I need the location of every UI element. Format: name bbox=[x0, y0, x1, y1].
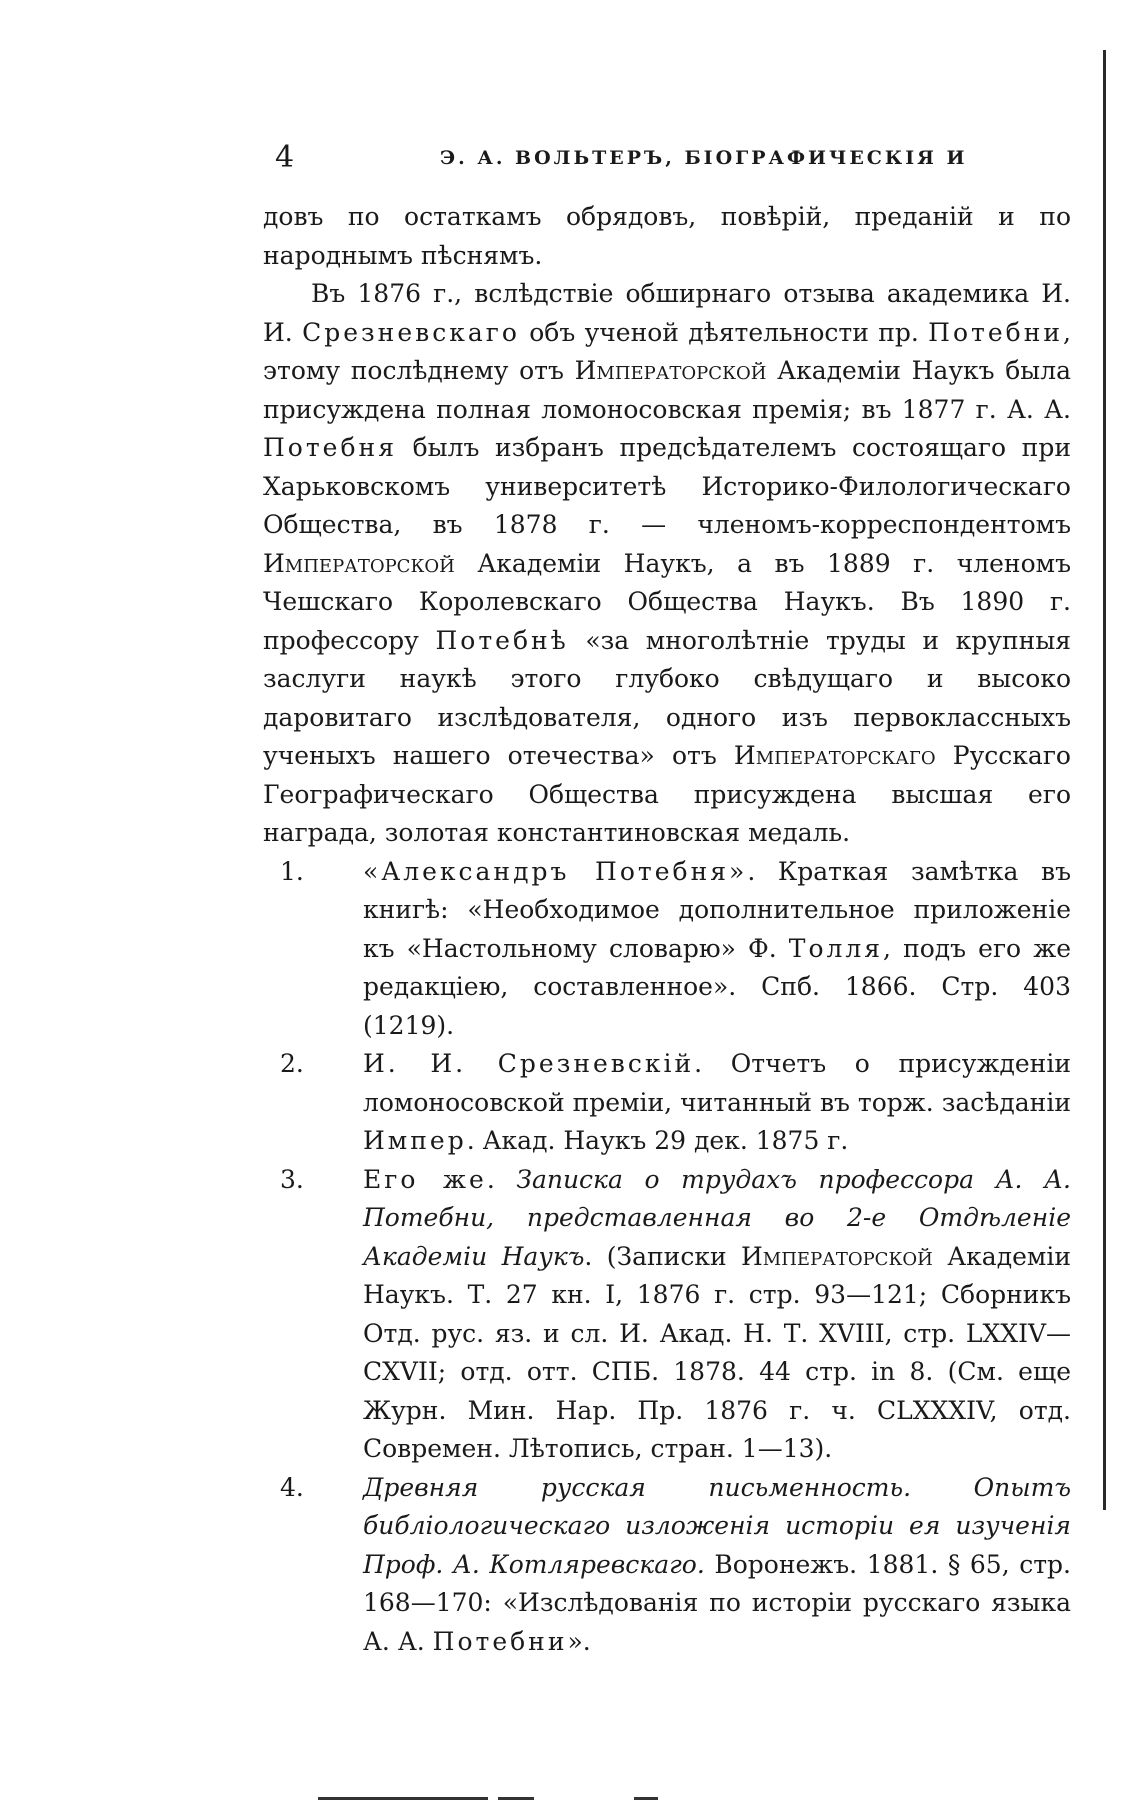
page-header bbox=[275, 138, 1055, 178]
spaced-name: Потебнѣ bbox=[435, 625, 569, 655]
reference-number: 4. bbox=[280, 1472, 304, 1502]
spaced-name: Потебни bbox=[432, 1626, 568, 1656]
italic-title: Записка о трудахъ профессора А. А. Потебни, представленная во 2-е Отдѣленіе Академіи Наукъ bbox=[363, 1164, 1071, 1271]
small-caps-word: Императорской bbox=[263, 548, 455, 578]
text-run: . bbox=[486, 1164, 517, 1194]
spaced-name: Срезневскаго bbox=[302, 317, 520, 347]
bottom-rule-segment bbox=[318, 1797, 488, 1800]
reference-item-1 bbox=[263, 853, 1071, 1046]
text-run: Воронежъ. 1881. § 65, стр. 168—170: «Изслѣдованія по исторіи русскаго языка А. А. bbox=[363, 1549, 1071, 1656]
reference-number: 3. bbox=[280, 1164, 304, 1194]
paragraph-2 bbox=[263, 275, 1071, 853]
reference-item-2 bbox=[263, 1045, 1071, 1161]
paragraph-1: довъ по остаткамъ обрядовъ, повѣрій, преданій и по народнымъ пѣснямъ. bbox=[263, 202, 1071, 270]
page-edge-line bbox=[1103, 50, 1106, 1510]
spaced-name: Потебня bbox=[263, 433, 397, 462]
text-run: Академіи Наукъ. Т. 27 кн. I, 1876 г. стр. 93—121; Сборникъ Отд. рус. яз. и сл. И. Акад. Н. Т. XVIII, стр. LXXIV—CXVII; отд. отт. СПБ. 1878. 44 стр. in 8. (См. еще Журн. Мин. Нар. Пр. 1876 г. ч. CLXXXIV, отд. Современ. Лѣтопись, стран. 1—13). bbox=[363, 1241, 1071, 1463]
spaced-word: Импер bbox=[363, 1126, 467, 1155]
small-caps-word: Императорской bbox=[741, 1241, 933, 1271]
bottom-rule-segment bbox=[498, 1797, 534, 1800]
italic-title: Древняя русская письменность. Опытъ библіологическаго изложенія исторіи ея изученія Проф. А. Котляревскаго. bbox=[363, 1472, 1071, 1579]
main-text bbox=[263, 198, 1071, 1661]
spaced-name: И. И. Срезневскій bbox=[363, 1049, 695, 1078]
reference-number: 1. bbox=[280, 856, 304, 886]
reference-item-4 bbox=[263, 1469, 1071, 1662]
small-caps-word: Императорскаго bbox=[733, 741, 936, 770]
text-run: , подъ его же редакціею, составленное». Спб. 1866. Стр. 403 (1219). bbox=[363, 933, 1071, 1040]
text-run: ». bbox=[567, 1626, 591, 1656]
page-number: 4 bbox=[275, 140, 295, 175]
text-run: Въ 1876 г., вслѣдствіе обширнаго отзыва академика И. И. bbox=[263, 279, 1071, 347]
text-run: Русскаго Географическаго Общества присуждена высшая его награда, золотая константиновская медаль. bbox=[263, 741, 1071, 847]
spaced-name: Толля bbox=[788, 933, 884, 963]
text-run: Академіи Наукъ была присуждена полная ломоносовская премія; въ 1877 г. А. А. bbox=[263, 356, 1071, 424]
spaced-name: Его же bbox=[363, 1164, 487, 1194]
spaced-title: «Александръ Потебня» bbox=[363, 856, 748, 886]
text-run: , этому послѣднему отъ bbox=[263, 317, 1071, 385]
reference-number: 2. bbox=[280, 1049, 304, 1078]
text-run: . (Записки bbox=[584, 1241, 741, 1271]
running-head: Э. А. ВОЛЬТЕРЪ, БІОГРАФИЧЕСКІЯ И bbox=[440, 147, 968, 169]
text-run: Академіи Наукъ, а въ 1889 г. членомъ Чешскаго Королевскаго Общества Наукъ. Въ 1890 г. профессору bbox=[263, 548, 1071, 655]
small-caps-word: Императорской bbox=[574, 356, 767, 385]
bottom-rule-segment bbox=[634, 1797, 658, 1800]
text-run: «за многолѣтніе труды и крупныя заслуги наукѣ этого глубоко свѣдущаго и высоко даровитаго изслѣдователя, одного изъ первоклассныхъ ученыхъ нашего отечества» отъ bbox=[263, 625, 1072, 770]
reference-list bbox=[263, 853, 1071, 1662]
reference-item-3 bbox=[263, 1161, 1071, 1469]
text-run: . Краткая замѣтка въ книгѣ: «Необходимое дополнительное приложеніе къ «Настольному словарю» Ф. bbox=[363, 856, 1071, 963]
text-run: . Акад. Наукъ 29 дек. 1875 г. bbox=[466, 1126, 849, 1155]
text-run: объ ученой дѣятельности пр. bbox=[519, 317, 929, 347]
text-run: . Отчетъ о присужденіи ломоносовской преміи, читанный въ торж. засѣданіи bbox=[363, 1049, 1071, 1117]
spaced-name: Потебни bbox=[928, 317, 1064, 347]
text-run: былъ избранъ предсѣдателемъ состоящаго при Харьковскомъ университетѣ Историко-Филологическаго Общества, въ 1878 г. — членомъ-корреспондентомъ bbox=[263, 433, 1071, 539]
